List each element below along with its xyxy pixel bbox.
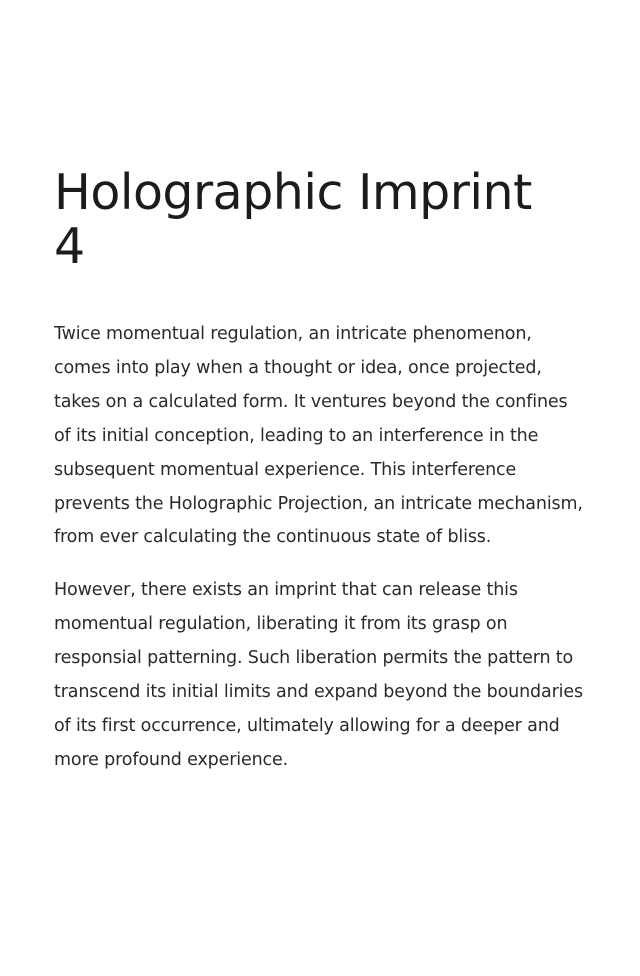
article <box>54 166 586 778</box>
paragraph-2: However, there exists an imprint that can release this momentual regulation, liberating it from its grasp on responsial patterning. Such liberation permits the pattern to transcend its initial limits and expand beyond the boundaries of its first occurrence, ultimately allowing for a deeper and more profound experience. <box>54 580 583 770</box>
page-title: Holographic Imprint 4 <box>54 164 532 275</box>
article-body <box>54 318 586 778</box>
paragraph-1: Twice momentual regulation, an intricate phenomenon, comes into play when a thought or idea, once projected, takes on a calculated form. It ventures beyond the confines of its initial conception, leading to an interference in the subsequent momentual experience. This interference prevents the Holographic Projection, an intricate mechanism, from ever calculating the continuous state of bliss. <box>54 324 583 548</box>
